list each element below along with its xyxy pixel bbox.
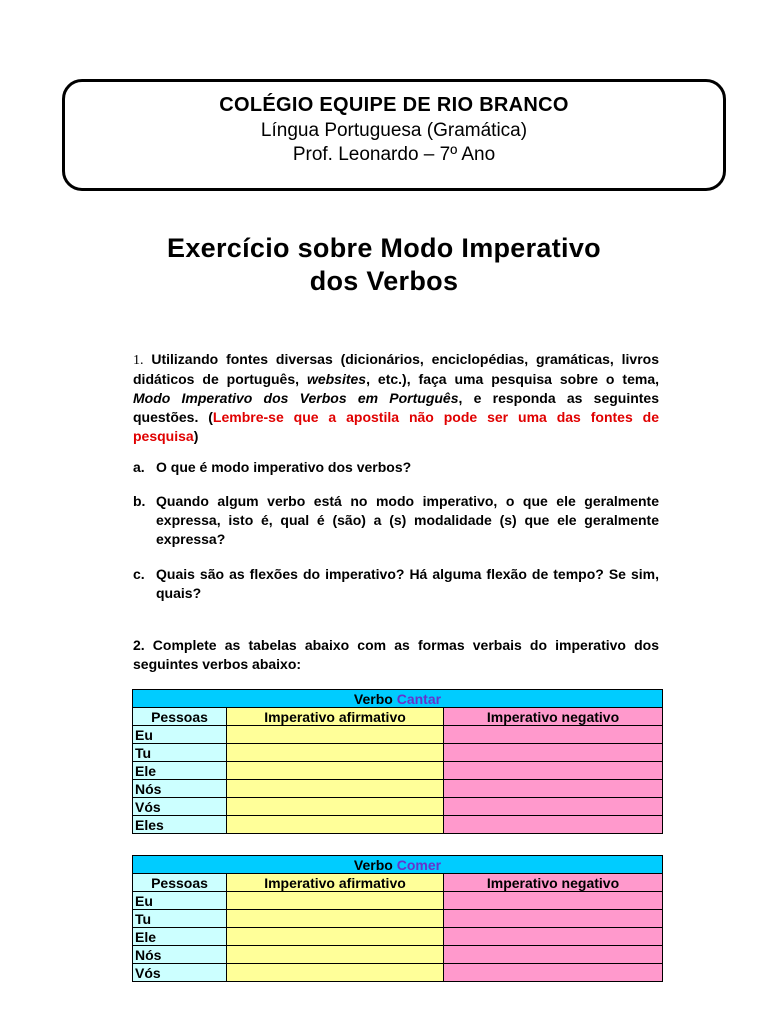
col-pessoas: Pessoas: [133, 708, 227, 726]
school-header-box: [62, 79, 726, 191]
negativo-cell[interactable]: [444, 892, 663, 910]
question-c-letter: c.: [133, 566, 145, 582]
question-1: [133, 350, 659, 446]
question-2: 2. Complete as tabelas abaixo com as formas verbais do imperativo dos seguintes verbos abaixo:: [133, 637, 659, 672]
table-row: [133, 780, 663, 798]
negativo-cell[interactable]: [444, 946, 663, 964]
table-row: [133, 762, 663, 780]
col-afirmativo: Imperativo afirmativo: [227, 708, 444, 726]
question-1-text-d: ): [193, 428, 199, 444]
afirmativo-cell[interactable]: [227, 798, 444, 816]
negativo-cell[interactable]: [444, 910, 663, 928]
afirmativo-cell[interactable]: [227, 744, 444, 762]
verb-table-header: [133, 856, 663, 874]
pessoa-cell: Vós: [133, 798, 227, 816]
question-a-letter: a.: [133, 459, 145, 475]
question-b-letter: b.: [133, 493, 146, 509]
pessoa-cell: Ele: [133, 762, 227, 780]
question-a-text: O que é modo imperativo dos verbos?: [156, 459, 412, 475]
table-row: [133, 928, 663, 946]
afirmativo-cell[interactable]: [227, 762, 444, 780]
negativo-cell[interactable]: [444, 726, 663, 744]
verb-table-cantar: [132, 689, 663, 834]
pessoa-cell: Vós: [133, 964, 227, 982]
verb-name: Comer: [396, 856, 442, 873]
negativo-cell[interactable]: [444, 964, 663, 982]
negativo-cell[interactable]: [444, 744, 663, 762]
col-pessoas: Pessoas: [133, 874, 227, 892]
afirmativo-cell[interactable]: [227, 816, 444, 834]
pessoa-cell: Eu: [133, 726, 227, 744]
school-name: COLÉGIO EQUIPE DE RIO BRANCO: [219, 94, 569, 116]
col-negativo: Imperativo negativo: [444, 708, 663, 726]
table-row: [133, 892, 663, 910]
pessoa-cell: Ele: [133, 928, 227, 946]
verb-label: Verbo: [353, 856, 397, 873]
title-line-2: dos Verbos: [309, 266, 459, 296]
pessoa-cell: Eles: [133, 816, 227, 834]
question-1-text-b: , etc.), faça uma pesquisa sobre o tema,: [366, 371, 659, 387]
question-1-text-a: Utilizando fontes diversas (dicionários, enciclopédias, gramáticas, livros didáticos de português,: [133, 351, 659, 387]
subject-name: Língua Portuguesa (Gramática): [260, 120, 528, 141]
reminder-note: Lembre-se que a apostila não pode ser uma das fontes de pesquisa: [133, 409, 659, 444]
afirmativo-cell[interactable]: [227, 892, 444, 910]
afirmativo-cell[interactable]: [227, 910, 444, 928]
afirmativo-cell[interactable]: [227, 780, 444, 798]
question-b: [133, 492, 659, 549]
negativo-cell[interactable]: [444, 780, 663, 798]
negativo-cell[interactable]: [444, 816, 663, 834]
negativo-cell[interactable]: [444, 928, 663, 946]
table-row: [133, 798, 663, 816]
table-row: [133, 744, 663, 762]
question-c: [133, 565, 659, 603]
table-row: [133, 726, 663, 744]
afirmativo-cell[interactable]: [227, 726, 444, 744]
afirmativo-cell[interactable]: [227, 964, 444, 982]
negativo-cell[interactable]: [444, 798, 663, 816]
negativo-cell[interactable]: [444, 762, 663, 780]
page-title: [100, 232, 668, 298]
question-c-text: Quais são as flexões do imperativo? Há alguma flexão de tempo? Se sim, quais?: [156, 566, 659, 601]
pessoa-cell: Nós: [133, 946, 227, 964]
pessoa-cell: Tu: [133, 910, 227, 928]
afirmativo-cell[interactable]: [227, 928, 444, 946]
col-afirmativo: Imperativo afirmativo: [227, 874, 444, 892]
table-row: [133, 910, 663, 928]
pessoa-cell: Tu: [133, 744, 227, 762]
verb-label: Verbo: [353, 690, 397, 707]
verb-table-header: [133, 690, 663, 708]
question-1-number: 1.: [133, 353, 144, 368]
question-1-italic-a: websites: [306, 371, 367, 387]
verb-name: Cantar: [396, 690, 442, 707]
question-1-text-c: , e responda as seguintes questões. (: [133, 390, 660, 425]
title-line-1: Exercício sobre Modo Imperativo: [167, 233, 601, 263]
afirmativo-cell[interactable]: [227, 946, 444, 964]
verb-table-comer: [132, 855, 663, 982]
teacher-line: Prof. Leonardo – 7º Ano: [292, 144, 496, 165]
question-a: [133, 458, 659, 477]
table-row: [133, 946, 663, 964]
col-negativo: Imperativo negativo: [444, 874, 663, 892]
pessoa-cell: Eu: [133, 892, 227, 910]
table-row: [133, 816, 663, 834]
question-1-italic-b: Modo Imperativo dos Verbos em Português: [133, 390, 459, 406]
question-b-text: Quando algum verbo está no modo imperativo, o que ele geralmente expressa, isto é, qual é (são) a (s) modalidade (s) que ele geralmente expressa?: [156, 493, 659, 547]
table-row: [133, 964, 663, 982]
pessoa-cell: Nós: [133, 780, 227, 798]
